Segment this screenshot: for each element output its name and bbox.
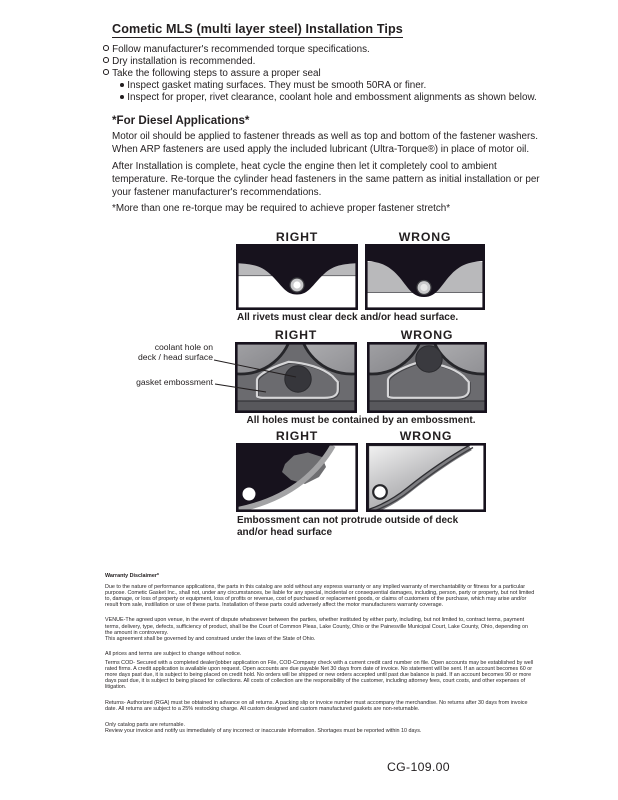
tip-item: [103, 56, 537, 68]
legal-paragraph: Returns- Authorized (RGA) must be obtained in advance on all returns. A packing slip or invoice number must accompany the merchandise. No returns after 30 days from invoice date. All returns are subject to a 25% restocking charge. All custom designed and custom manufactured gaskets are non-returnable.: [105, 699, 528, 712]
protrusion-caption: [237, 515, 458, 539]
legal-paragraph: Review your invoice and notify us immediately of any incorrect or inaccurate information. Shortages must be reported within 10 days.: [105, 727, 422, 734]
callout-line: coolant hole on: [154, 342, 213, 352]
wrong-label: WRONG: [400, 328, 454, 342]
caption-line: and/or head surface: [237, 526, 333, 538]
right-label: RIGHT: [275, 230, 319, 244]
legal-paragraph: This agreement shall be governed by and construed under the laws of the State of Ohio.: [105, 635, 316, 642]
bolt-hole-icon: [373, 485, 387, 499]
diesel-paragraph-2: After Installation is complete, heat cycle the engine then let it completely cool to ambient temperature. Re-torque the cylinder head fasteners in the same pattern as initial installation or per your fastener manufacturer's recommendations.: [112, 161, 540, 198]
holes-caption: All holes must be contained by an embossment.: [246, 415, 476, 426]
gasket-embossment-callout: gasket embossment: [136, 377, 213, 387]
diesel-applications-heading: *For Diesel Applications*: [112, 114, 250, 127]
bolt-hole-icon: [243, 488, 256, 501]
rivet-clearance-right-diagram: [236, 244, 358, 310]
warranty-disclaimer-block: [105, 573, 535, 743]
rivets-caption: All rivets must clear deck and/or head surface.: [237, 312, 459, 323]
caption-line: Embossment can not protrude outside of deck: [237, 515, 459, 526]
callout-line: deck / head surface: [137, 351, 213, 362]
retorque-note: *More than one re-torque may be required to achieve proper fastener stretch*: [112, 203, 451, 214]
protrusion-wrong-diagram: [366, 443, 486, 512]
coolant-hole-icon: [416, 346, 442, 372]
open-circle-bullet-icon: [103, 45, 109, 51]
open-circle-bullet-icon: [103, 57, 109, 63]
sub-tip-item: [120, 92, 537, 104]
embossment-wrong-diagram: [367, 342, 487, 413]
sub-tip-text: Inspect gasket mating surfaces. They must be smooth 50RA or finer.: [127, 80, 427, 92]
dot-bullet-icon: [120, 83, 124, 87]
tip-text: Take the following steps to assure a proper seal: [112, 68, 321, 80]
diesel-paragraph-1: Motor oil should be applied to fastener threads as well as top and bottom of the fastener washers. When ARP fasteners are used apply the included lubricant (Ultra-Torque®) in place of motor oil.: [112, 131, 538, 155]
legal-paragraph: Due to the nature of performance applications, the parts in this catalog are sold without any express warranty or any implied warranty of merchantability or fitness for a particular purpose. Cometic Gasket Inc., shall not, under any circumstances, be liable for any special, incidental or consequential damages, including, person, party or property, but not limited to, damage, or loss of property or equipment, loss of profits or revenue, cost of purchased or replacement goods, or claims of customers of the purchase, which may arise and/or result from sale, instillation or use of these parts. Installation of these parts could adversely affect the motor manufacturers warranty coverage.: [105, 583, 535, 608]
embossment-right-diagram: [235, 342, 357, 413]
legal-paragraph: VENUE-The agreed upon venue, in the event of dispute whatsoever between the parties, whether instituted by either party, including, but not limited to, contract terms, payment terms, delivery, type, defects, sufficiency of product, shall be the Court of Common Pleas, Lake County, Ohio or the Painesville Municipal Court, Lake County, Ohio, depending on the amount in controversy.: [105, 617, 528, 636]
open-circle-bullet-icon: [103, 69, 109, 75]
page-code: CG-109.00: [387, 760, 450, 774]
legal-paragraph: Only catalog parts are returnable.: [105, 721, 186, 728]
wrong-label: WRONG: [399, 429, 453, 443]
coolant-hole-icon: [285, 366, 311, 392]
right-label: RIGHT: [274, 328, 318, 342]
legal-paragraph: All prices and terms are subject to change without notice.: [105, 651, 242, 658]
tip-item: [103, 44, 537, 56]
dot-bullet-icon: [120, 95, 124, 99]
right-label: RIGHT: [275, 429, 319, 443]
tip-item: [103, 68, 537, 80]
rivet-clearance-wrong-diagram: [365, 244, 485, 310]
protrusion-right-diagram: [236, 443, 358, 512]
warranty-heading: Warranty Disclaimer*: [105, 573, 160, 579]
coolant-hole-callout: [108, 343, 213, 363]
legal-paragraph: Terms COD- Secured with a completed dealer/jobber application on File, COD-Company check with a current credit card number on file. Open accounts may be established by well rated firms. A credit application is available upon request. Open accounts are due payable Net 30 days from date of invoice. No statement will be sent. If an account becomes 60 or more days past due, it is subject to being placed on credit hold. No orders will be shipped or new orders accepted until past due balance is paid. If an account becomes 90 or more days past due, it is subject to being placed for collections. All costs of collection are the responsibility of the customer, including attorney fees, court costs, and other expenses of litigation.: [105, 659, 534, 691]
page-title: Cometic MLS (multi layer steel) Installation Tips: [112, 22, 403, 36]
tip-text: Follow manufacturer's recommended torque specifications.: [112, 44, 370, 55]
sub-tip-text: Inspect for proper, rivet clearance, coolant hole and embossment alignments as shown below.: [127, 92, 537, 104]
wrong-label: WRONG: [398, 230, 452, 244]
tip-text: Dry installation is recommended.: [112, 56, 256, 68]
sub-tip-item: [120, 80, 537, 92]
installation-tips-list: [103, 44, 537, 104]
